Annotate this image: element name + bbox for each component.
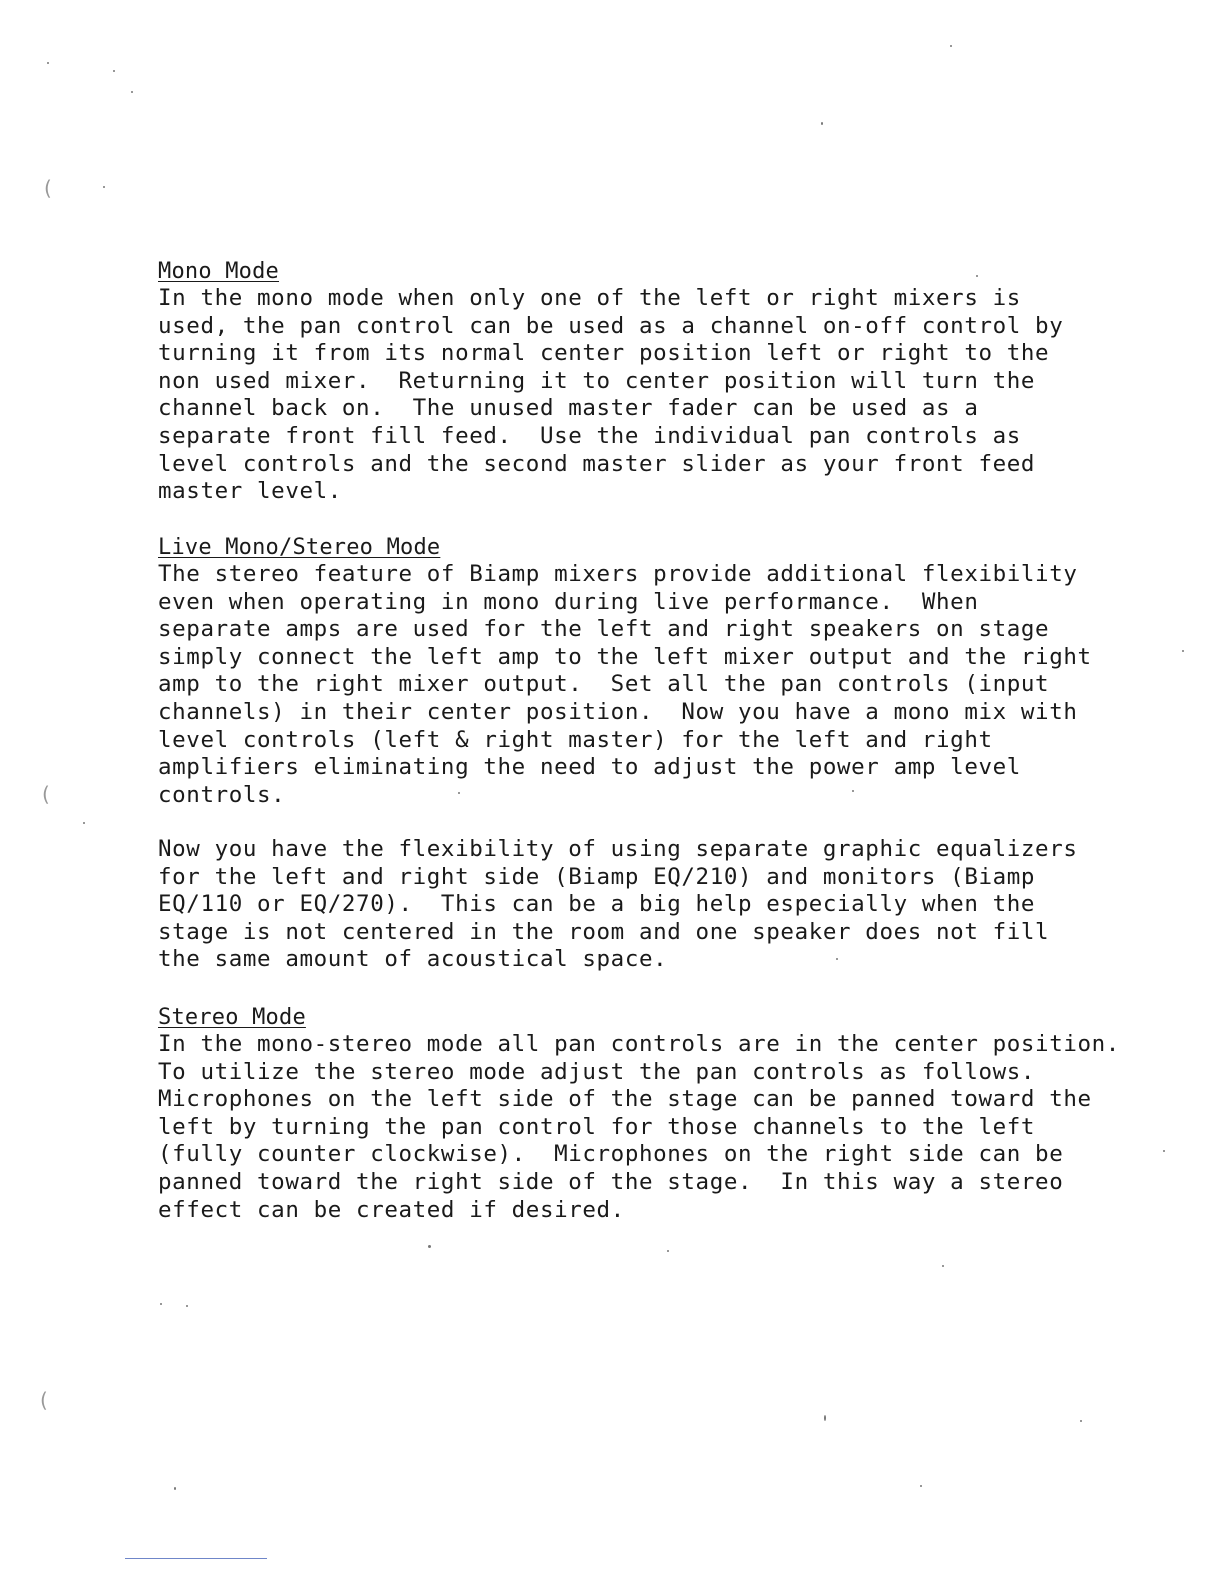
text-line: Microphones on the left side of the stage can be panned toward the (158, 1086, 1092, 1113)
margin-bracket-mark: ( (44, 176, 52, 200)
paragraph-equalizers (158, 836, 1168, 974)
text-line: level controls and the second master slider as your front feed (158, 450, 1036, 477)
scan-speck (824, 1415, 826, 1421)
scan-speck (852, 790, 854, 792)
text-line: controls. (158, 781, 286, 808)
section-heading: Live Mono/Stereo Mode (158, 535, 441, 560)
text-line: The stereo feature of Biamp mixers provide additional flexibility (158, 561, 1078, 587)
text-line: EQ/110 or EQ/270). This can be a big help especially when the (158, 891, 1036, 918)
text-line: master level. (158, 478, 342, 505)
scan-speck (186, 1305, 188, 1307)
text-line: (fully counter clockwise). Microphones on the right side can be (158, 1141, 1064, 1168)
text-line: level controls (left & right master) for the left and right (158, 726, 993, 753)
scan-speck (131, 91, 133, 93)
text-line: effect can be created if desired. (158, 1196, 625, 1223)
text-line: left by turning the pan control for those channels to the left (158, 1113, 1036, 1140)
text-line: the same amount of acoustical space. (158, 946, 668, 973)
text-line: for the left and right side (Biamp EQ/210) and monitors (Biamp (158, 863, 1036, 890)
section-live-mono-stereo-mode (158, 534, 1168, 809)
text-line: In the mono mode when only one of the left or right mixers is (158, 285, 1021, 311)
scan-speck (1080, 1420, 1082, 1422)
section-heading: Stereo Mode (158, 1005, 306, 1030)
text-line: To utilize the stereo mode adjust the pan controls as follows. (158, 1058, 1036, 1085)
text-line: channels) in their center position. Now you have a mono mix with (158, 698, 1078, 725)
text-line: separate front fill feed. Use the individual pan controls as (158, 422, 1021, 449)
scan-speck (950, 45, 952, 47)
text-line: turning it from its normal center position left or right to the (158, 340, 1050, 367)
text-line: amp to the right mixer output. Set all the pan controls (input (158, 671, 1050, 698)
scan-speck (174, 1487, 176, 1490)
scan-speck (836, 958, 838, 960)
scan-speck (428, 1245, 431, 1248)
section-stereo-mode (158, 1004, 1168, 1224)
text-line: simply connect the left amp to the left mixer output and the right (158, 643, 1092, 670)
scan-speck (458, 792, 460, 794)
scan-speck (1163, 1150, 1165, 1152)
scan-speck (821, 122, 823, 125)
scan-speck (942, 1265, 944, 1267)
text-line: channel back on. The unused master fader can be used as a (158, 395, 979, 422)
text-line: even when operating in mono during live performance. When (158, 588, 979, 615)
scan-speck (920, 1485, 922, 1487)
text-line: In the mono-stereo mode all pan controls are in the center position. (158, 1031, 1120, 1057)
text-line: non used mixer. Returning it to center position will turn the (158, 367, 1036, 394)
scan-speck (113, 70, 115, 72)
margin-bracket-mark: ( (40, 1388, 48, 1412)
text-line: panned toward the right side of the stage. In this way a stereo (158, 1168, 1064, 1195)
text-line: stage is not centered in the room and one speaker does not fill (158, 918, 1050, 945)
scan-speck (160, 1303, 162, 1305)
text-line: Now you have the flexibility of using separate graphic equalizers (158, 836, 1078, 862)
scan-speck (976, 275, 978, 277)
text-line: separate amps are used for the left and right speakers on stage (158, 616, 1050, 643)
scan-speck (667, 1250, 669, 1252)
scan-speck (1182, 650, 1184, 652)
section-heading: Mono Mode (158, 259, 280, 284)
text-line: used, the pan control can be used as a channel on-off control by (158, 312, 1064, 339)
scan-speck (83, 822, 85, 824)
footer-rule (125, 1558, 267, 1559)
scan-speck (103, 186, 105, 188)
section-mono-mode (158, 258, 1168, 506)
text-line: amplifiers eliminating the need to adjust the power amp level (158, 754, 1021, 781)
scan-speck (47, 62, 49, 64)
margin-bracket-mark: ( (42, 782, 50, 806)
